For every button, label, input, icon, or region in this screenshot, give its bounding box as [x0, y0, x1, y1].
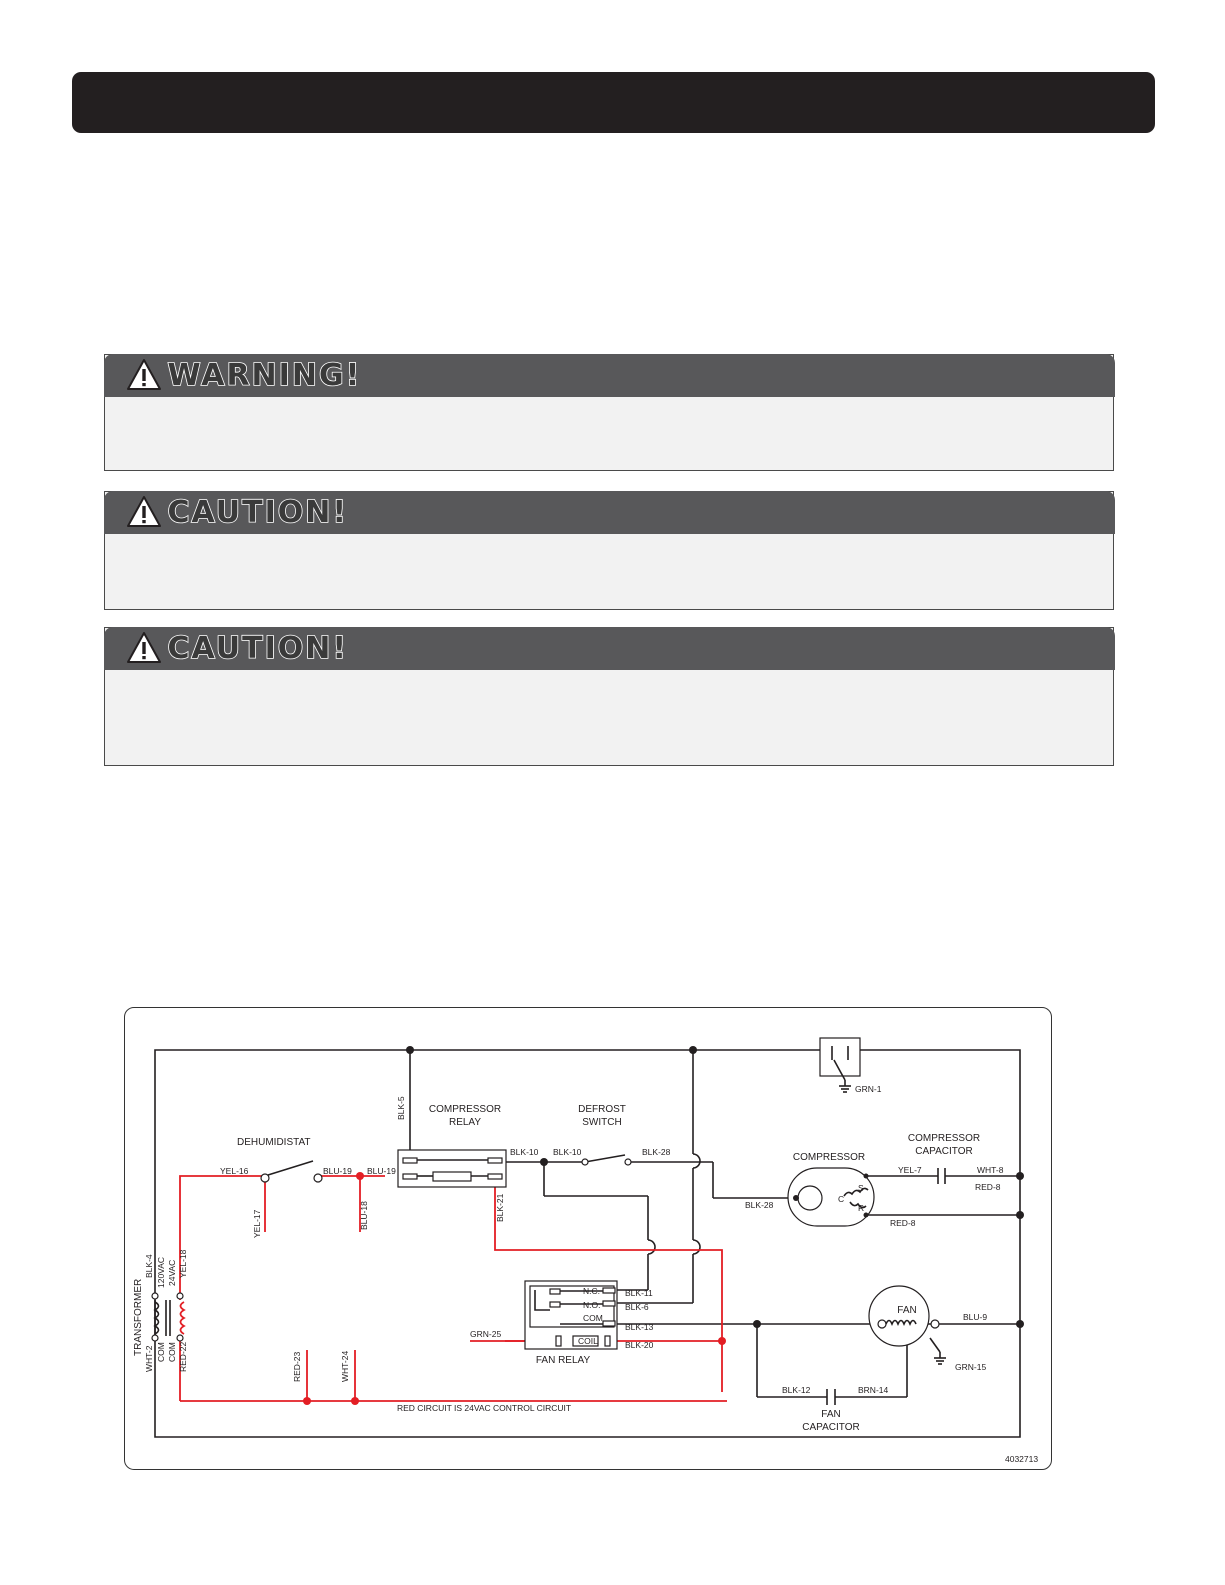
- fan-capacitor-label: FAN: [821, 1409, 841, 1420]
- terminal-no-label: N.O.: [583, 1300, 601, 1310]
- com-right-label: COM: [167, 1342, 177, 1362]
- terminal-nc-label: N.C.: [583, 1286, 600, 1296]
- wire-label: RED-8: [890, 1218, 916, 1228]
- wire-label: YEL-17: [252, 1209, 262, 1238]
- fan-label: FAN: [897, 1305, 917, 1316]
- compressor-relay-label: COMPRESSOR: [428, 1104, 502, 1115]
- wire-label: BLK-10: [553, 1147, 582, 1157]
- defrost-switch-label: DEFROST: [578, 1104, 626, 1115]
- voltage-120-label: 120VAC: [156, 1256, 166, 1288]
- compressor-relay-label-2: RELAY: [448, 1117, 482, 1128]
- transformer: [152, 1293, 184, 1341]
- wire-label: YEL-16: [220, 1166, 249, 1176]
- caution-label-2: CAUTION!: [167, 630, 349, 666]
- compressor-capacitor-label: COMPRESSOR: [907, 1133, 981, 1144]
- wire-label: BLK-20: [625, 1340, 654, 1350]
- voltage-24-label: 24VAC: [167, 1259, 177, 1286]
- wire-label: BLU-9: [963, 1312, 988, 1322]
- wire-label: BLK-28: [642, 1147, 671, 1157]
- wire-label: BLK-28: [745, 1200, 774, 1210]
- wire-label: BLK-11: [625, 1288, 653, 1298]
- power-plug: [820, 1038, 860, 1092]
- wire-label: RED-23: [292, 1351, 302, 1382]
- ground-icon: [839, 1086, 851, 1092]
- control-circuit-note: RED CIRCUIT IS 24VAC CONTROL CIRCUIT: [397, 1403, 572, 1413]
- wire-label: BLK-4: [144, 1254, 154, 1278]
- terminal-coil-label: COIL: [578, 1336, 598, 1346]
- wire-label: WHT-8: [977, 1165, 1004, 1175]
- fan-relay-label: FAN RELAY: [535, 1355, 591, 1366]
- wire-label: RED-22: [178, 1341, 188, 1372]
- part-number: 4032713: [1005, 1454, 1039, 1464]
- compressor-capacitor: [938, 1168, 945, 1184]
- fan-relay: [525, 1281, 617, 1349]
- compressor-symbol: [788, 1168, 874, 1226]
- fan-capacitor: [827, 1389, 835, 1405]
- compressor-label: COMPRESSOR: [792, 1152, 866, 1163]
- junction-dots: [303, 1046, 1024, 1405]
- wire-label: BLU-19: [323, 1166, 352, 1176]
- terminal-s-label: S: [858, 1183, 864, 1193]
- defrost-switch-label-2: SWITCH: [582, 1117, 622, 1128]
- caution-label-1: CAUTION!: [167, 494, 349, 530]
- wire-label: GRN-1: [855, 1084, 882, 1094]
- wire-label: BLK-5: [396, 1096, 406, 1120]
- terminal-c-label: C: [838, 1194, 845, 1204]
- com-left-label: COM: [156, 1342, 166, 1362]
- control-circuit-red: [180, 1172, 727, 1401]
- wire-label: RED-8: [975, 1182, 1001, 1192]
- wire-label: BLK-10: [510, 1147, 539, 1157]
- dehumidistat-label: DEHUMIDISTAT: [237, 1137, 311, 1148]
- compressor-relay: [398, 1150, 506, 1187]
- wire-label: BLU-18: [359, 1201, 369, 1230]
- wire-label: YEL-7: [898, 1165, 922, 1175]
- wire-label: BLK-6: [625, 1302, 649, 1312]
- wire-label: WHT-2: [144, 1345, 154, 1372]
- dehumidistat-switch: [261, 1161, 322, 1182]
- compressor-capacitor-label-2: CAPACITOR: [915, 1146, 973, 1157]
- wire-label: BLK-13: [625, 1322, 654, 1332]
- wire-label: BLK-21: [495, 1193, 505, 1222]
- wire-label: WHT-24: [340, 1350, 350, 1382]
- wire-label: BLU-19: [367, 1166, 396, 1176]
- terminal-com-label: COM: [583, 1313, 603, 1323]
- wire-label: BRN-14: [858, 1385, 889, 1395]
- ground-icon: [934, 1358, 946, 1364]
- terminal-r-label: R: [858, 1203, 865, 1213]
- fan-capacitor-label-2: CAPACITOR: [802, 1422, 860, 1433]
- wire-label: GRN-15: [955, 1362, 987, 1372]
- transformer-label: TRANSFORMER: [133, 1278, 144, 1356]
- wire-label: YEL-18: [178, 1249, 188, 1278]
- warning-label: WARNING!: [167, 357, 362, 393]
- wire-label: GRN-25: [470, 1329, 502, 1339]
- wire-label: BLK-12: [782, 1385, 811, 1395]
